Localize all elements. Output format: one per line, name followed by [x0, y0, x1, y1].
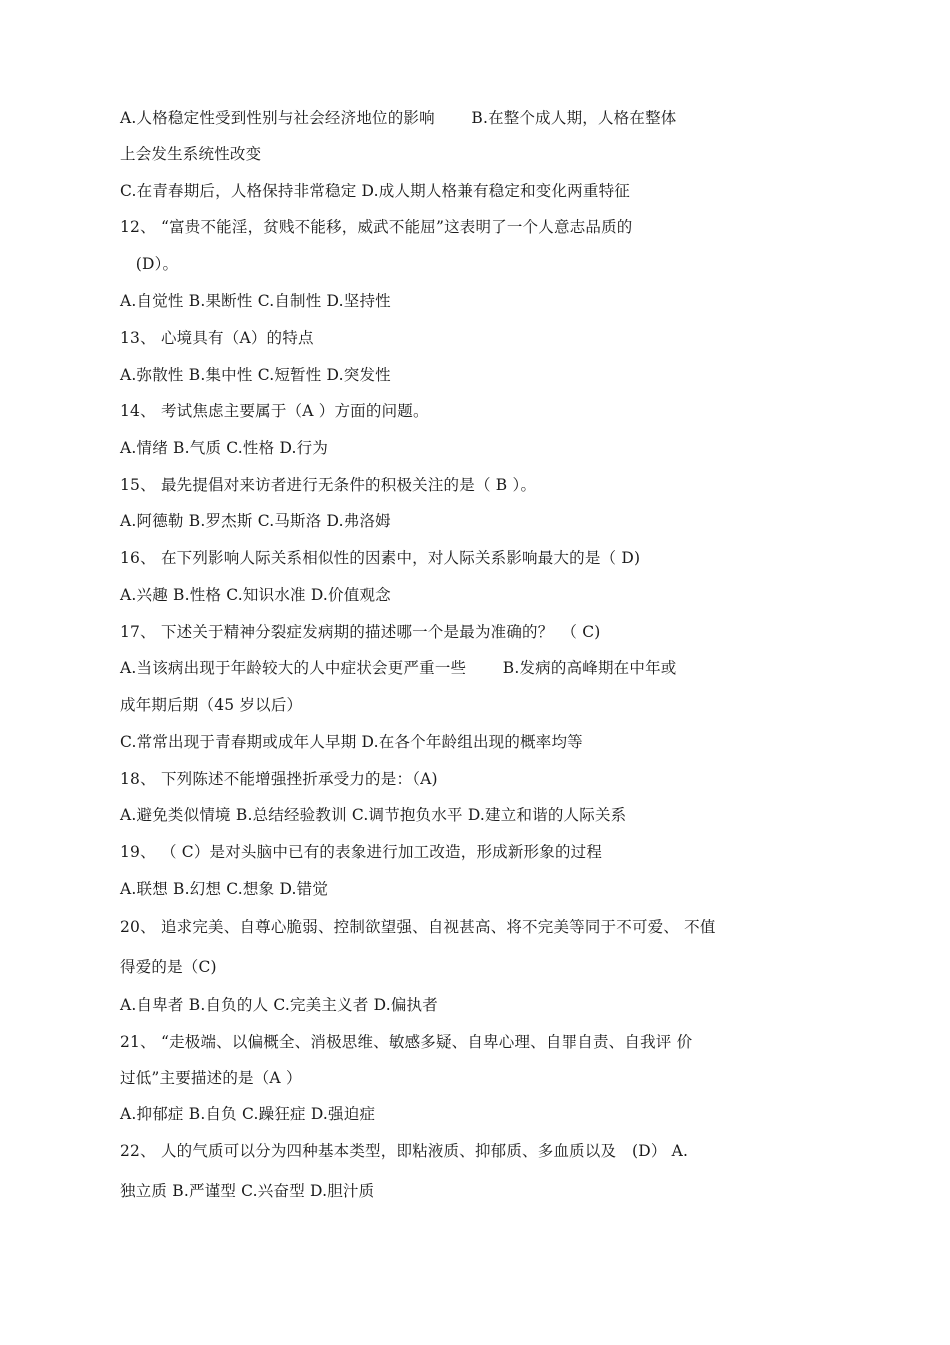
- question-22: 22、 人的气质可以分为四种基本类型，即粘液质、抑郁质、多血质以及 (D） A.: [120, 1142, 689, 1160]
- text-line: (D）。: [120, 255, 179, 273]
- question-13: 13、 心境具有（A）的特点: [120, 329, 314, 347]
- options-16: A.兴趣 B.性格 C.知识水准 D.价值观念: [120, 586, 391, 604]
- text-line: 成年期后期（45 岁以后）: [120, 696, 303, 714]
- question-16: 16、 在下列影响人际关系相似性的因素中，对人际关系影响最大的是（ D): [120, 549, 641, 567]
- options-17: A.当该病出现于年龄较大的人中症状会更严重一些 B.发病的高峰期在中年或: [120, 659, 677, 677]
- options-20: A.自卑者 B.自负的人 C.完美主义者 D.偏执者: [120, 996, 438, 1014]
- text-line: C.在青春期后，人格保持非常稳定 D.成人期人格兼有稳定和变化两重特征: [120, 182, 630, 200]
- options-14: A.情绪 B.气质 C.性格 D.行为: [120, 439, 329, 457]
- question-15: 15、 最先提倡对来访者进行无条件的积极关注的是（ B ）。: [120, 476, 537, 494]
- options-19: A.联想 B.幻想 C.想象 D.错觉: [120, 880, 329, 898]
- text-line: 得爱的是（C): [120, 958, 217, 976]
- question-12: 12、 “富贵不能淫，贫贱不能移，威武不能屈”这表明了一个人意志品质的: [120, 218, 633, 236]
- question-19: 19、 （ C）是对头脑中已有的表象进行加工改造，形成新形象的过程: [120, 843, 603, 861]
- text-line: C.常常出现于青春期或成年人早期 D.在各个年龄组出现的概率均等: [120, 733, 583, 751]
- question-14: 14、 考试焦虑主要属于（A ）方面的问题。: [120, 402, 429, 420]
- text-line: A.人格稳定性受到性别与社会经济地位的影响 B.在整个成人期，人格在整体: [120, 109, 677, 127]
- question-18: 18、 下列陈述不能增强挫折承受力的是：（A): [120, 770, 438, 788]
- text-line: 独立质 B.严谨型 C.兴奋型 D.胆汁质: [120, 1182, 375, 1200]
- text-line: 过低”主要描述的是（A ）: [120, 1069, 302, 1087]
- question-17: 17、 下述关于精神分裂症发病期的描述哪一个是最为准确的？ （ C): [120, 623, 601, 641]
- question-20: 20、 追求完美、自尊心脆弱、控制欲望强、自视甚高、将不完美等同于不可爱、 不值: [120, 918, 716, 936]
- options-12: A.自觉性 B.果断性 C.自制性 D.坚持性: [120, 292, 391, 310]
- text-line: 上会发生系统性改变: [120, 145, 262, 163]
- question-21: 21、 “走极端、以偏概全、消极思维、敏感多疑、自卑心理、自罪自责、自我评 价: [120, 1033, 693, 1051]
- options-21: A.抑郁症 B.自负 C.躁狂症 D.强迫症: [120, 1105, 376, 1123]
- options-13: A.弥散性 B.集中性 C.短暂性 D.突发性: [120, 366, 391, 384]
- options-15: A.阿德勒 B.罗杰斯 C.马斯洛 D.弗洛姆: [120, 512, 391, 530]
- options-18: A.避免类似情境 B.总结经验教训 C.调节抱负水平 D.建立和谐的人际关系: [120, 806, 627, 824]
